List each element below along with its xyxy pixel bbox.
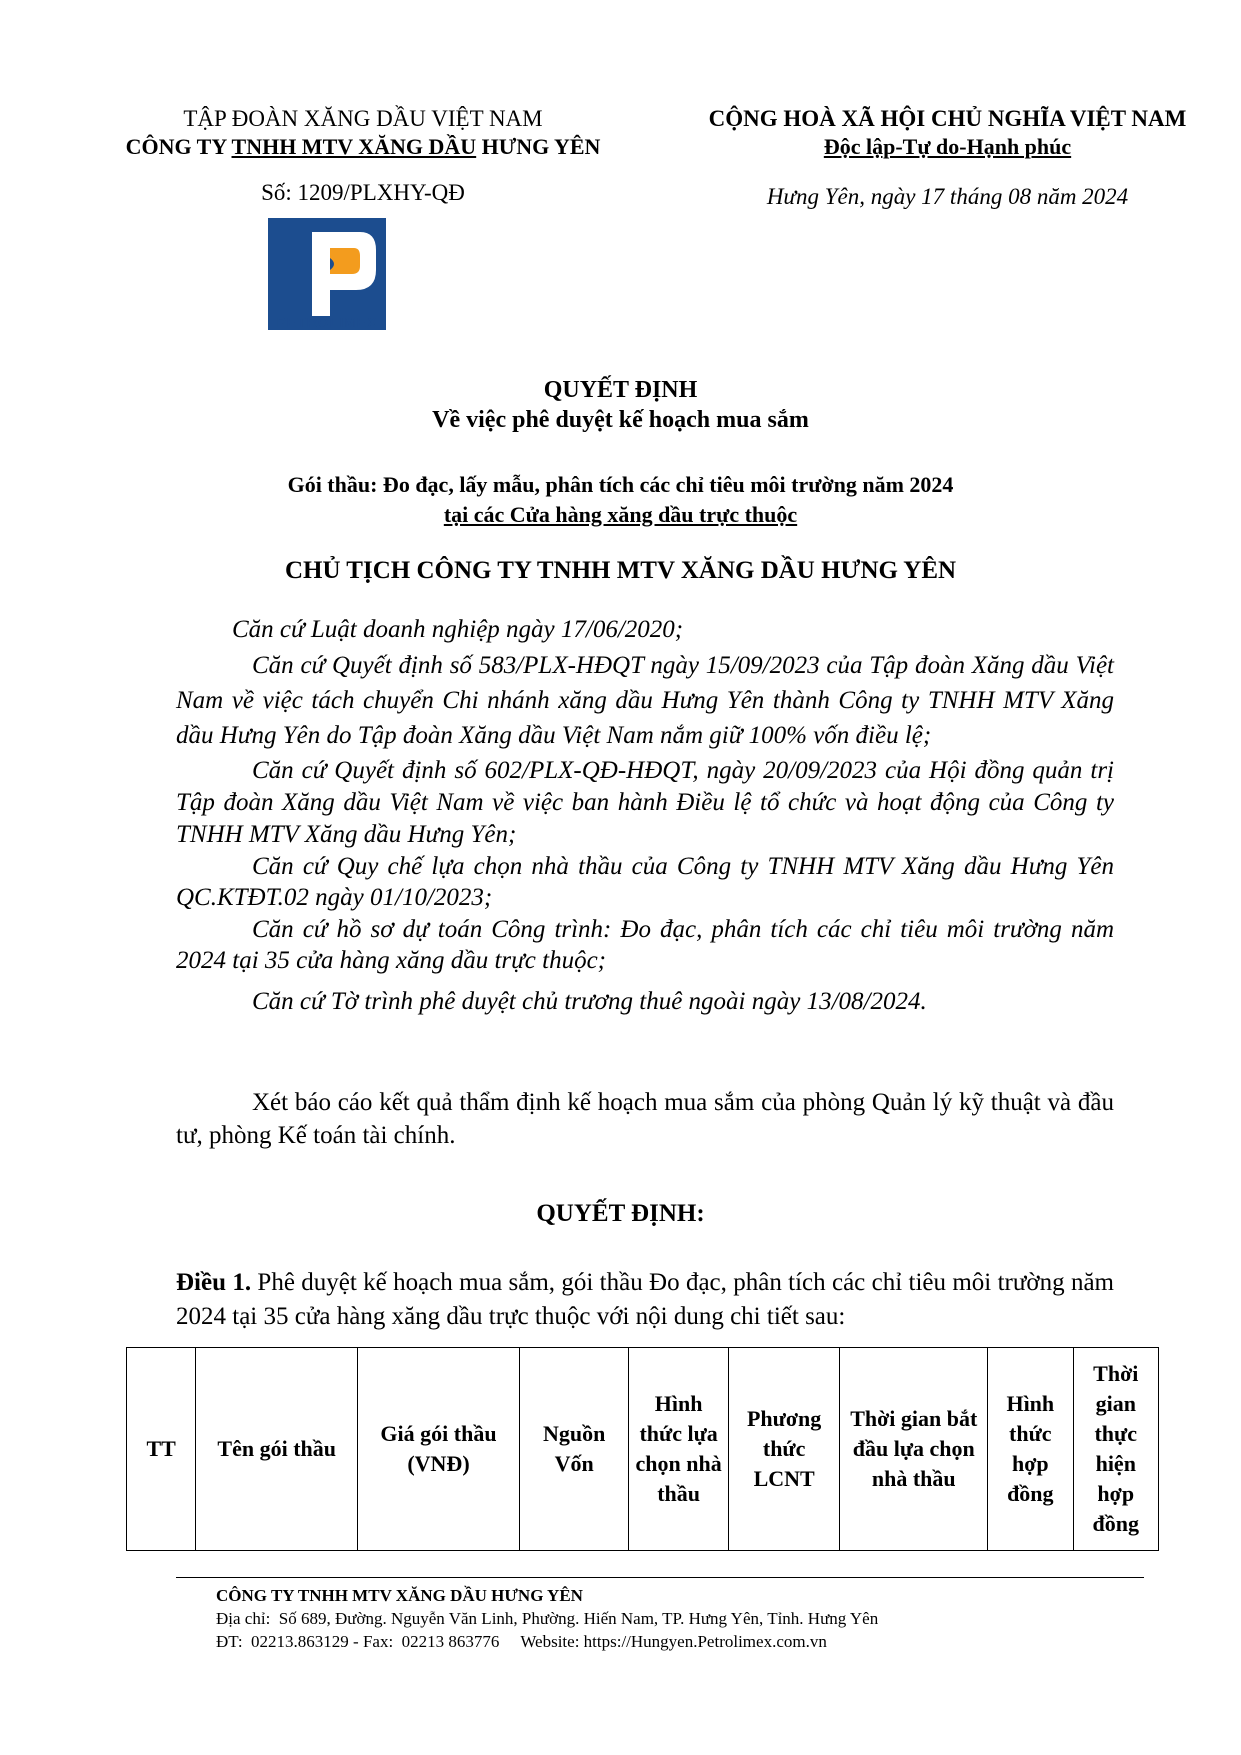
basis-item: Căn cứ Quy chế lựa chọn nhà thầu của Công ty TNHH MTV Xăng dầu Hưng Yên QC.KTĐT.02 ngày 01/10/2023; — [176, 853, 1114, 911]
package-name-line1: Gói thầu: Đo đạc, lấy mẫu, phân tích các chỉ tiêu môi trường năm 2024 — [287, 472, 954, 497]
document-number: Số: 1209/PLXHY-QĐ — [261, 180, 465, 205]
table-header-row — [127, 1348, 1159, 1551]
country-name: CỘNG HOÀ XÃ HỘI CHỦ NGHĨA VIỆT NAM — [708, 106, 1187, 131]
col-header-contract-form: Hình thức hợp đồng — [988, 1348, 1073, 1551]
col-header-selection-method: Phương thức LCNT — [728, 1348, 840, 1551]
footer — [216, 1584, 1176, 1653]
article-1-text: Phê duyệt kế hoạch mua sắm, gói thầu Đo đạc, phân tích các chỉ tiêu môi trường năm 2024 tại 35 cửa hàng xăng dầu trực thuộc với nội dung chi tiết sau: — [176, 1269, 1114, 1330]
procurement-plan-table — [126, 1347, 1159, 1551]
company-name — [68, 133, 658, 161]
legal-bases — [176, 612, 1114, 1020]
issue-date: Hưng Yên, ngày 17 tháng 08 năm 2024 — [766, 184, 1129, 209]
col-header-selection-form: Hình thức lựa chọn nhà thầu — [629, 1348, 728, 1551]
company-name-underlined: TNHH MTV XĂNG DẦU — [231, 134, 477, 159]
parent-org: TẬP ĐOÀN XĂNG DẦU VIỆT NAM — [183, 106, 543, 131]
company-name-prefix: CÔNG TY — [125, 134, 232, 159]
article-1 — [176, 1266, 1114, 1334]
basis-item: Căn cứ Luật doanh nghiệp ngày 17/06/2020; — [232, 616, 684, 643]
issuer-block — [68, 105, 658, 161]
footer-address: Địa chỉ: Số 689, Đường. Nguyễn Văn Linh, Phường. Hiến Nam, TP. Hưng Yên, Tỉnh. Hưng Yên — [216, 1609, 879, 1628]
package-name-line2: tại các Cửa hàng xăng dầu trực thuộc — [443, 502, 798, 527]
basis-item: Căn cứ hồ sơ dự toán Công trình: Đo đạc, phân tích các chỉ tiêu môi trường năm 2024 tại 35 cửa hàng xăng dầu trực thuộc; — [176, 916, 1114, 974]
authority-title: CHỦ TỊCH CÔNG TY TNHH MTV XĂNG DẦU HƯNG YÊN — [284, 557, 957, 584]
national-motto — [660, 105, 1235, 161]
decision-heading: QUYẾT ĐỊNH: — [536, 1200, 705, 1227]
basis-item: Căn cứ Quyết định số 602/PLX-QĐ-HĐQT, ngày 20/09/2023 của Hội đồng quản trị Tập đoàn Xăng dầu Việt Nam về việc ban hành Điều lệ tổ chức và hoạt động của Công ty TNHH MTV Xăng dầu Hưng Yên; — [176, 757, 1114, 848]
motto: Độc lập-Tự do-Hạnh phúc — [823, 134, 1072, 159]
document-subject: Về việc phê duyệt kế hoạch mua sắm — [432, 407, 809, 433]
article-1-label: Điều 1. — [176, 1269, 252, 1296]
basis-item: Căn cứ Quyết định số 583/PLX-HĐQT ngày 15/09/2023 của Tập đoàn Xăng dầu Việt Nam về việc tách chuyển Chi nhánh xăng dầu Hưng Yên thành Công ty TNHH MTV Xăng dầu Hưng Yên do Tập đoàn Xăng dầu Việt Nam nắm giữ 100% vốn điều lệ; — [176, 652, 1114, 749]
footer-company: CÔNG TY TNHH MTV XĂNG DẦU HƯNG YÊN — [216, 1586, 583, 1605]
logo-wordmark: PETROLIMEX — [276, 314, 378, 330]
footer-divider — [176, 1577, 1144, 1578]
col-header-contract-duration: Thời gian thực hiện hợp đồng — [1073, 1348, 1158, 1551]
basis-item: Căn cứ Tờ trình phê duyệt chủ trương thuê ngoài ngày 13/08/2024. — [252, 988, 927, 1015]
col-header-package-name: Tên gói thầu — [196, 1348, 358, 1551]
col-header-package-price: Giá gói thầu (VNĐ) — [358, 1348, 520, 1551]
col-header-funding-source: Nguồn Vốn — [519, 1348, 629, 1551]
consideration-paragraph: Xét báo cáo kết quả thẩm định kế hoạch mua sắm của phòng Quản lý kỹ thuật và đầu tư, phòng Kế toán tài chính. — [176, 1089, 1114, 1149]
footer-contact: ĐT: 02213.863129 - Fax: 02213 863776 Website: https://Hungyen.Petrolimex.com.vn — [216, 1632, 827, 1651]
document-title: QUYẾT ĐỊNH — [543, 377, 698, 403]
col-header-selection-start: Thời gian bắt đầu lựa chọn nhà thầu — [840, 1348, 988, 1551]
col-header-tt: TT — [127, 1348, 196, 1551]
company-name-suffix: HƯNG YÊN — [476, 134, 601, 159]
